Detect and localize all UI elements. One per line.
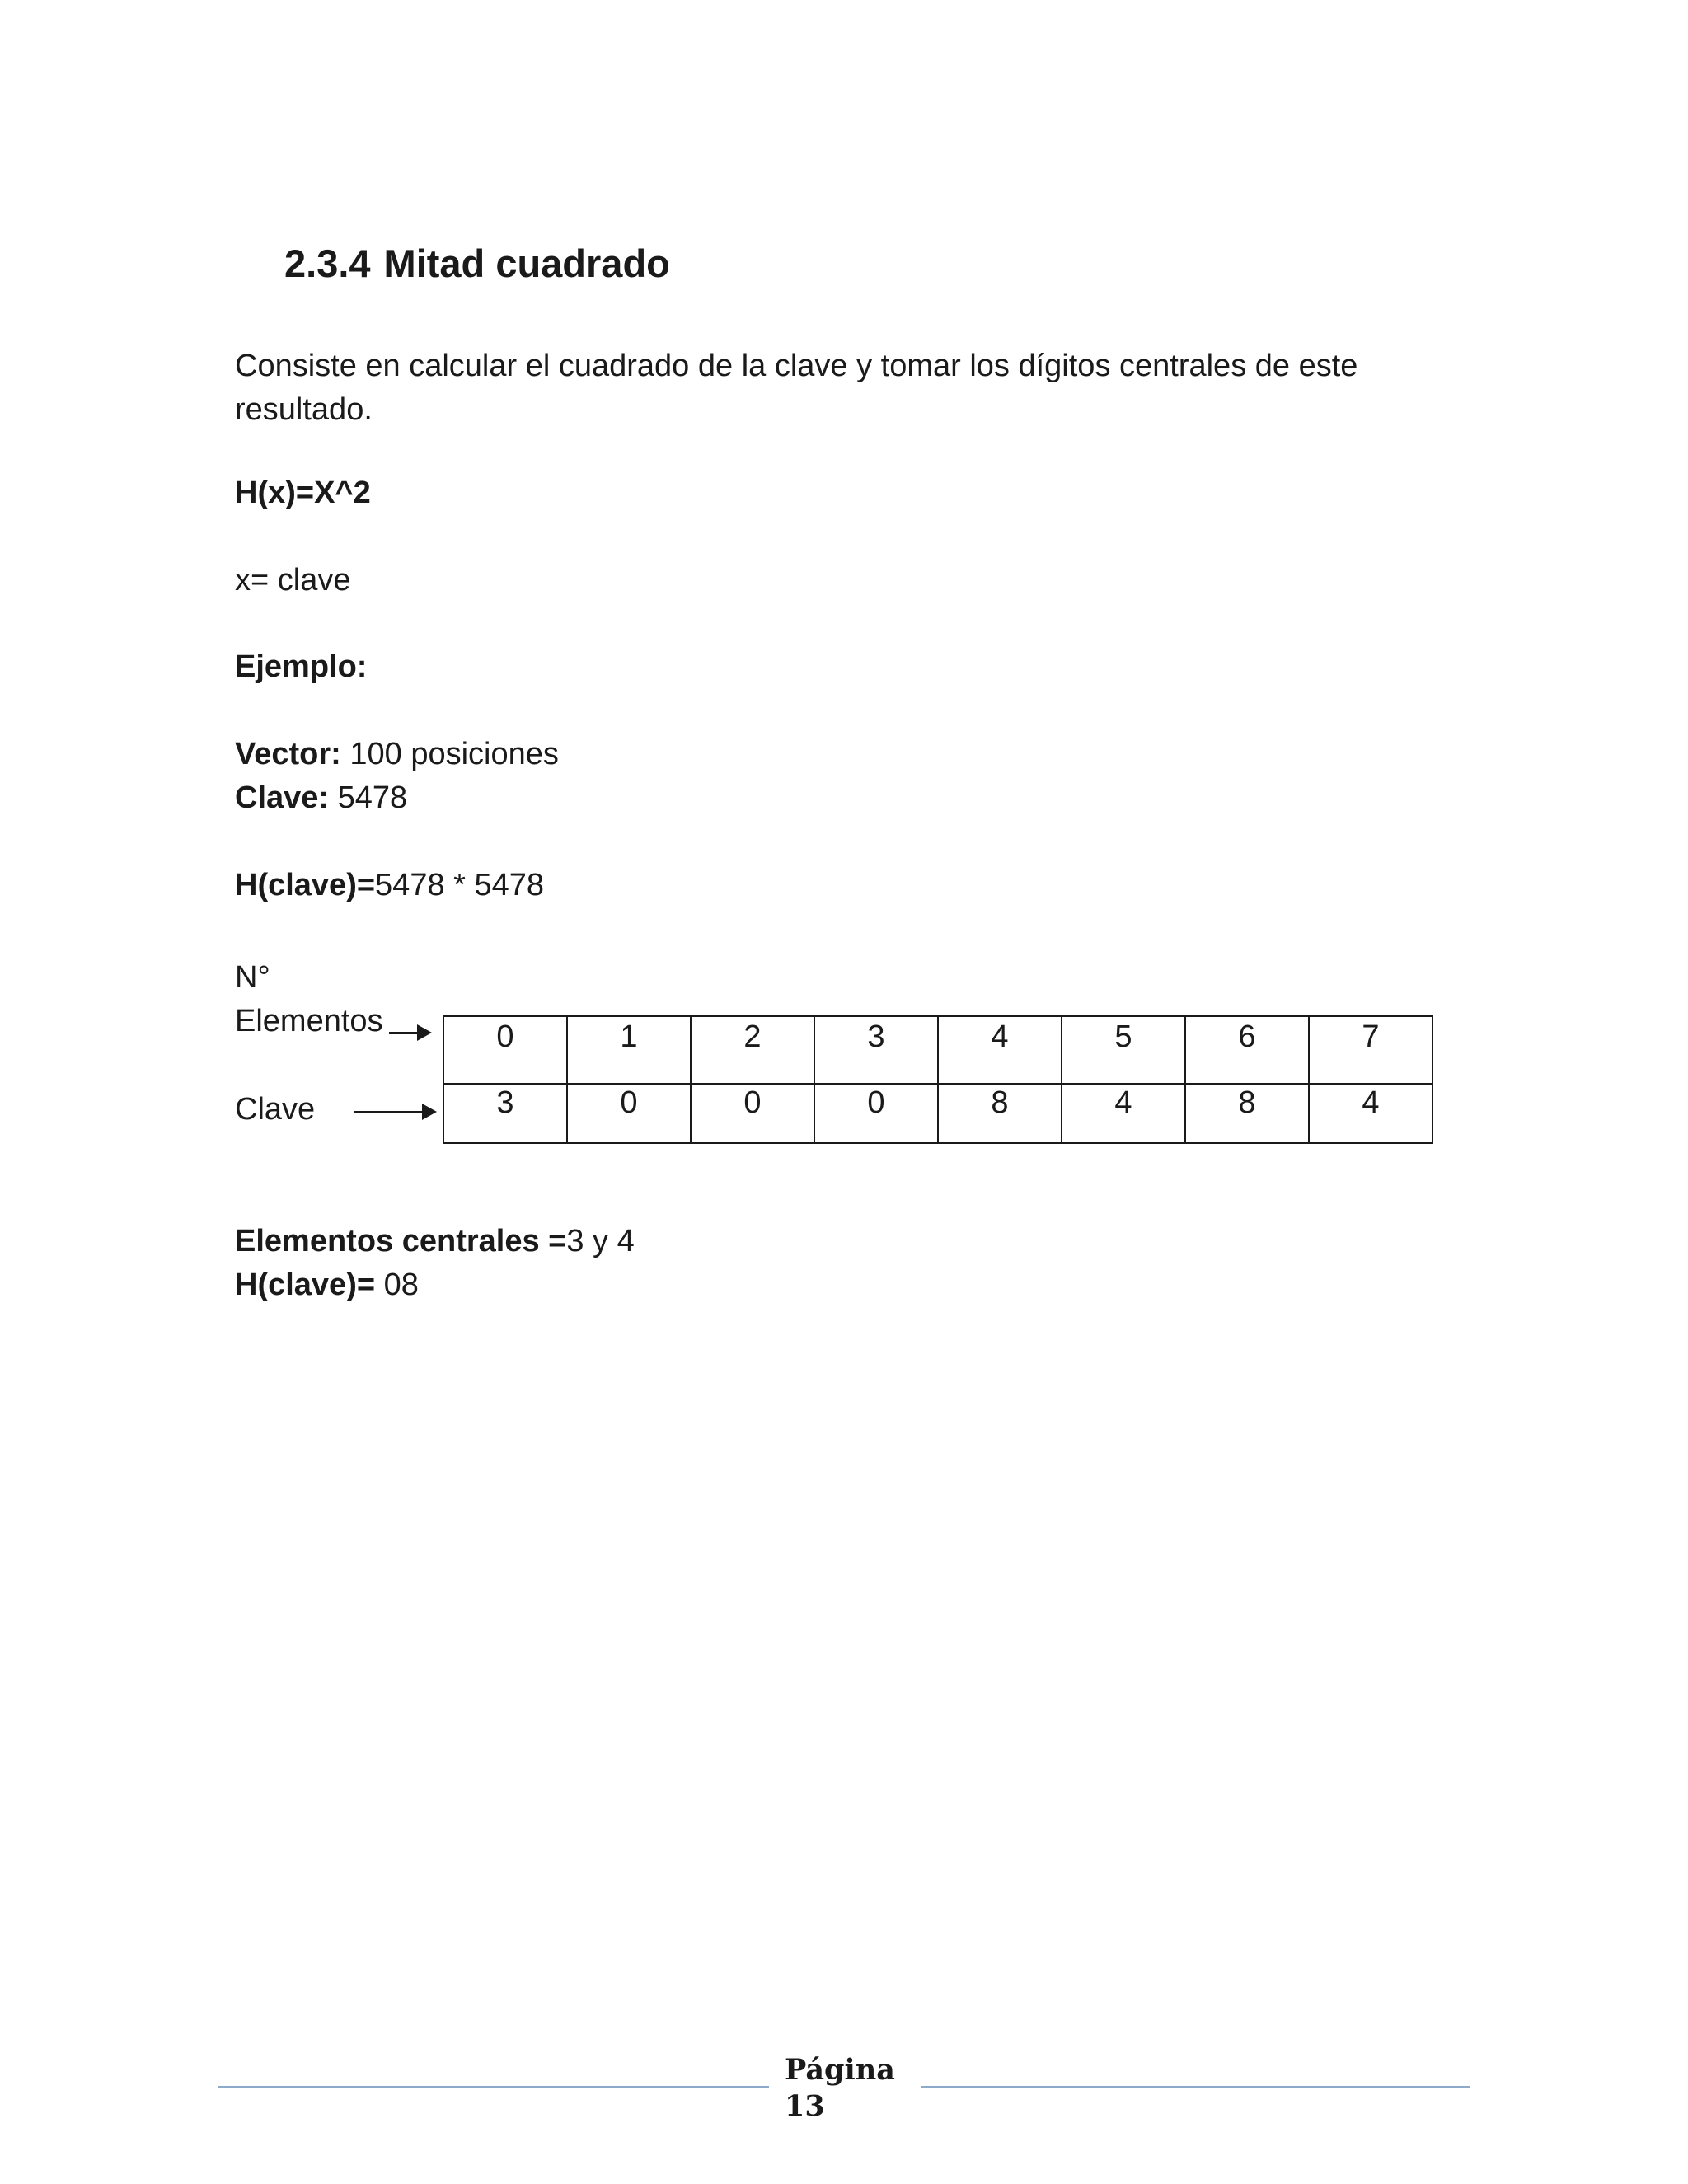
key-value: 5478: [329, 780, 408, 815]
digit-cell: 0: [814, 1084, 938, 1143]
central-elements-label: Elementos centrales =: [235, 1224, 567, 1258]
key-arrow-icon: [354, 1111, 434, 1113]
digit-cell: 4: [1062, 1084, 1185, 1143]
footer-rule-right: [921, 2086, 1470, 2088]
central-elements-line: [235, 1220, 635, 1263]
page-footer: [785, 2052, 895, 2125]
digit-cell: 0: [567, 1084, 691, 1143]
position-cell: 6: [1185, 1016, 1309, 1084]
formula: H(x)=X^2: [235, 476, 371, 510]
footer-rule-left: [218, 2086, 769, 2088]
hash-expression-value: 5478 * 5478: [375, 868, 545, 902]
position-cell: 3: [814, 1016, 938, 1084]
result-line: [235, 1263, 419, 1307]
result-value: 08: [375, 1268, 419, 1302]
position-cell: 2: [691, 1016, 814, 1084]
positions-row: [443, 1016, 1432, 1084]
section-title: Mitad cuadrado: [383, 241, 670, 285]
result-label: H(clave)=: [235, 1268, 376, 1302]
page-word: Página: [785, 2053, 895, 2087]
position-cell: 0: [443, 1016, 567, 1084]
vector-value: 100 posiciones: [340, 737, 559, 771]
vector-table: [443, 1015, 1433, 1144]
position-cell: 7: [1309, 1016, 1432, 1084]
variable-definition: x= clave: [235, 563, 351, 598]
key-line: [235, 776, 407, 820]
example-label: Ejemplo:: [235, 649, 368, 684]
hash-expression-label: H(clave)=: [235, 868, 376, 902]
central-elements-value: 3 y 4: [566, 1224, 635, 1258]
digits-row: [443, 1084, 1432, 1143]
digit-cell: 8: [938, 1084, 1062, 1143]
positions-label-line1: N°: [235, 960, 270, 995]
section-number: 2.3.4: [284, 241, 371, 285]
key-label: Clave:: [235, 780, 330, 815]
section-heading: [284, 241, 670, 286]
digit-cell: 0: [691, 1084, 814, 1143]
position-cell: 1: [567, 1016, 691, 1084]
intro-paragraph: Consiste en calcular el cuadrado de la clave y tomar los dígitos centrales de este resultado.: [235, 349, 1358, 427]
positions-label: [235, 956, 383, 1043]
hash-expression: [235, 864, 544, 907]
digit-cell: 3: [443, 1084, 567, 1143]
vector-label: Vector:: [235, 737, 341, 771]
position-cell: 4: [938, 1016, 1062, 1084]
positions-arrow-icon: [389, 1032, 429, 1034]
position-cell: 5: [1062, 1016, 1185, 1084]
digit-cell: 4: [1309, 1084, 1432, 1143]
positions-label-line2: Elementos: [235, 1004, 383, 1038]
key-row-label: Clave: [235, 1092, 316, 1127]
digit-cell: 8: [1185, 1084, 1309, 1143]
vector-line: [235, 733, 559, 776]
page-number: 13: [785, 2089, 825, 2123]
